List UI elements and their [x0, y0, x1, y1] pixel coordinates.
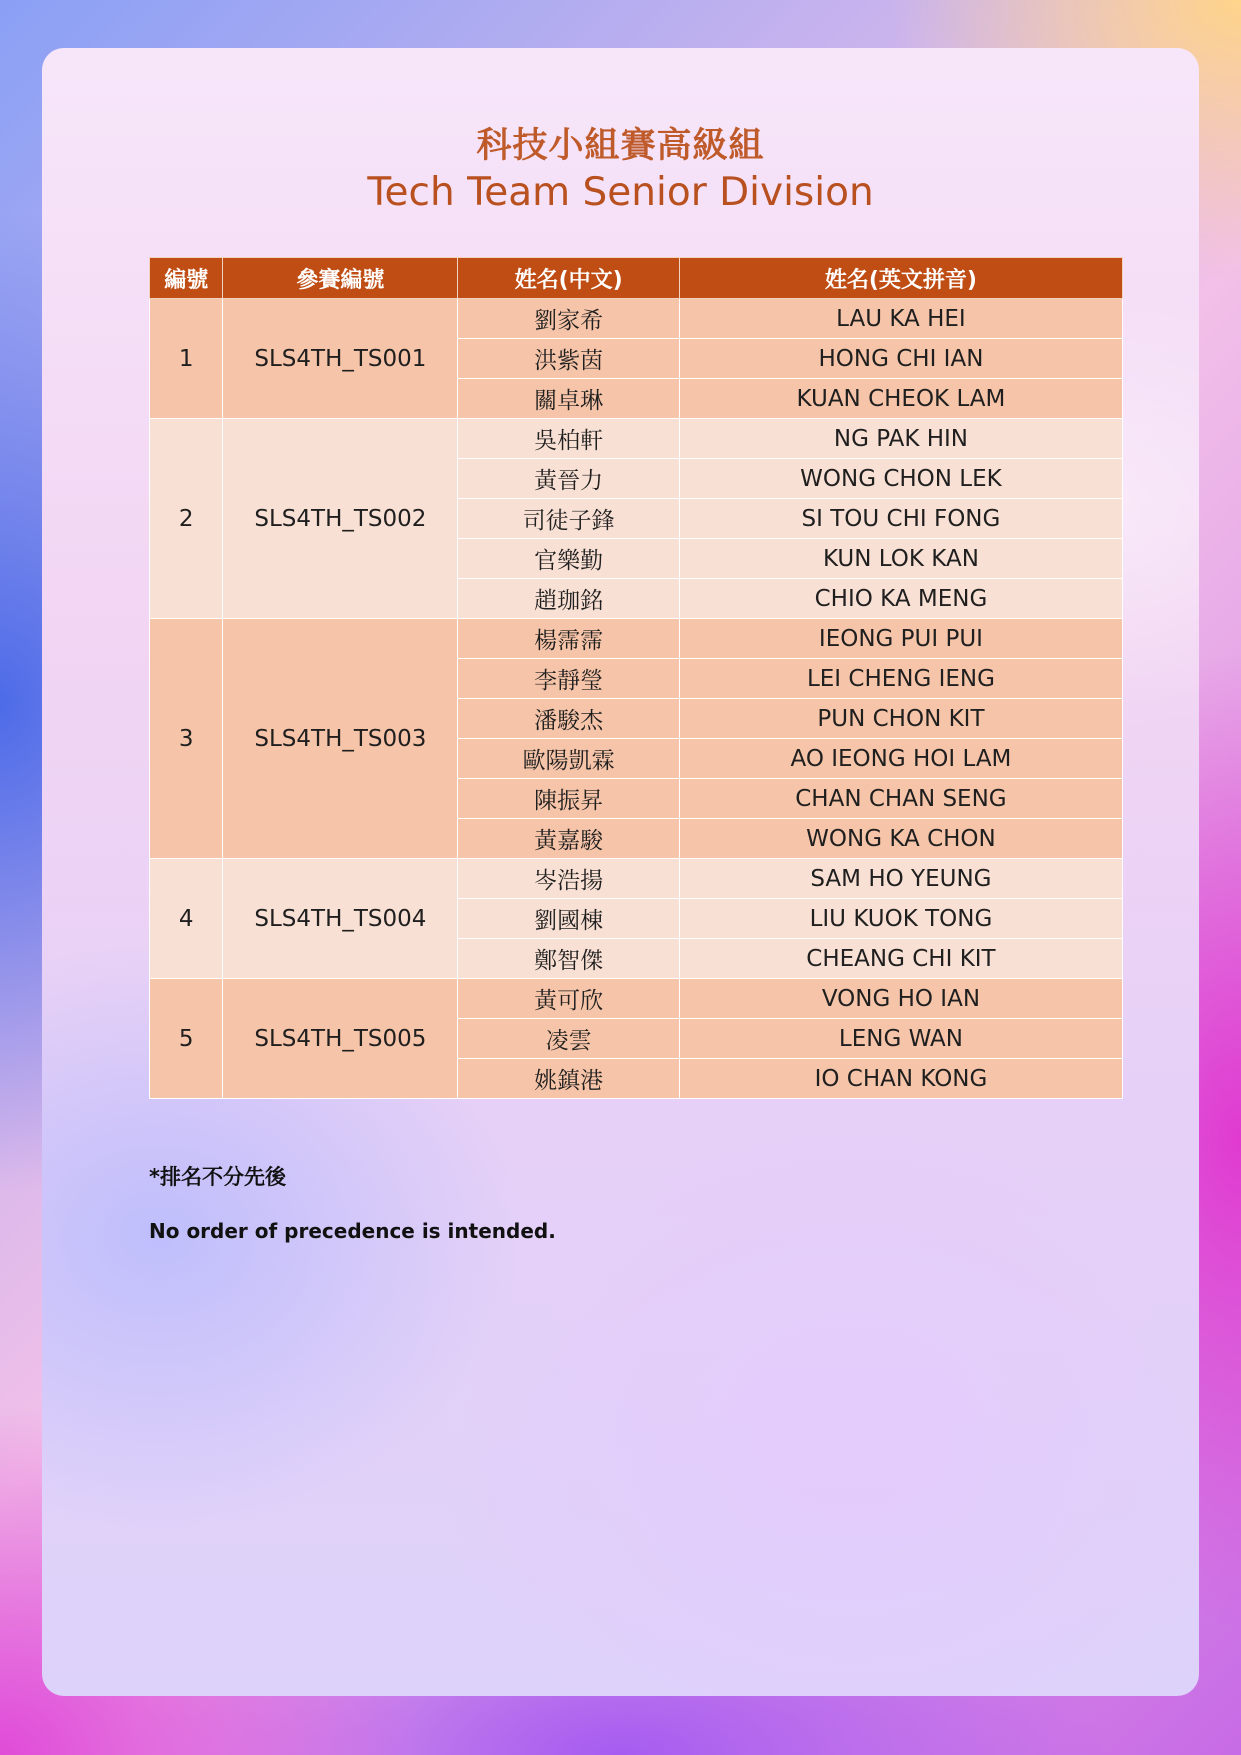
member-name-english: LENG WAN: [679, 1019, 1122, 1059]
member-name-chinese: 岑浩揚: [458, 859, 680, 899]
member-name-chinese: 黃可欣: [458, 979, 680, 1019]
member-name-chinese: 趙珈銘: [458, 579, 680, 619]
team-number: 1: [150, 299, 223, 419]
ranking-note-chinese: *排名不分先後: [149, 1165, 286, 1189]
member-name-chinese: 凌雲: [458, 1019, 680, 1059]
header-number: 編號: [150, 258, 223, 299]
member-name-chinese: 吳柏軒: [458, 419, 680, 459]
team-number: 5: [150, 979, 223, 1099]
ranking-note-english: No order of precedence is intended.: [149, 1219, 556, 1243]
member-name-chinese: 楊霈霈: [458, 619, 680, 659]
roster-table: [149, 257, 1123, 1099]
member-name-chinese: 關卓琳: [458, 379, 680, 419]
member-name-chinese: 鄭智傑: [458, 939, 680, 979]
member-name-english: WONG CHON LEK: [679, 459, 1122, 499]
member-name-chinese: 陳振昇: [458, 779, 680, 819]
team-code: SLS4TH_TS001: [223, 299, 458, 419]
member-name-english: IO CHAN KONG: [679, 1059, 1122, 1099]
member-name-chinese: 黃晉力: [458, 459, 680, 499]
member-name-chinese: 黃嘉駿: [458, 819, 680, 859]
member-name-chinese: 歐陽凱霖: [458, 739, 680, 779]
team-number: 2: [150, 419, 223, 619]
team-number: 4: [150, 859, 223, 979]
team-code: SLS4TH_TS003: [223, 619, 458, 859]
header-name-english: 姓名(英文拼音): [679, 258, 1122, 299]
table-row: [150, 619, 1123, 659]
header-name-chinese: 姓名(中文): [458, 258, 680, 299]
table-row: [150, 419, 1123, 459]
member-name-english: SI TOU CHI FONG: [679, 499, 1122, 539]
member-name-english: VONG HO IAN: [679, 979, 1122, 1019]
member-name-english: AO IEONG HOI LAM: [679, 739, 1122, 779]
member-name-english: LAU KA HEI: [679, 299, 1122, 339]
member-name-english: WONG KA CHON: [679, 819, 1122, 859]
team-code: SLS4TH_TS005: [223, 979, 458, 1099]
member-name-english: LEI CHENG IENG: [679, 659, 1122, 699]
member-name-chinese: 李靜瑩: [458, 659, 680, 699]
table-row: [150, 979, 1123, 1019]
title-english: Tech Team Senior Division: [367, 170, 874, 215]
member-name-chinese: 洪紫茵: [458, 339, 680, 379]
member-name-chinese: 潘駿杰: [458, 699, 680, 739]
member-name-english: LIU KUOK TONG: [679, 899, 1122, 939]
member-name-chinese: 司徒子鋒: [458, 499, 680, 539]
title-chinese: 科技小組賽高級組: [476, 126, 765, 166]
member-name-chinese: 劉國棟: [458, 899, 680, 939]
member-name-chinese: 姚鎮港: [458, 1059, 680, 1099]
team-code: SLS4TH_TS002: [223, 419, 458, 619]
table-header-row: [150, 258, 1123, 299]
team-code: SLS4TH_TS004: [223, 859, 458, 979]
team-number: 3: [150, 619, 223, 859]
document-panel: [42, 48, 1199, 1696]
table-row: [150, 299, 1123, 339]
member-name-english: CHIO KA MENG: [679, 579, 1122, 619]
member-name-english: NG PAK HIN: [679, 419, 1122, 459]
member-name-english: PUN CHON KIT: [679, 699, 1122, 739]
member-name-chinese: 官樂勤: [458, 539, 680, 579]
member-name-english: SAM HO YEUNG: [679, 859, 1122, 899]
table-row: [150, 859, 1123, 899]
member-name-chinese: 劉家希: [458, 299, 680, 339]
member-name-english: IEONG PUI PUI: [679, 619, 1122, 659]
member-name-english: KUAN CHEOK LAM: [679, 379, 1122, 419]
header-team-code: 參賽編號: [223, 258, 458, 299]
member-name-english: KUN LOK KAN: [679, 539, 1122, 579]
member-name-english: CHEANG CHI KIT: [679, 939, 1122, 979]
member-name-english: HONG CHI IAN: [679, 339, 1122, 379]
member-name-english: CHAN CHAN SENG: [679, 779, 1122, 819]
